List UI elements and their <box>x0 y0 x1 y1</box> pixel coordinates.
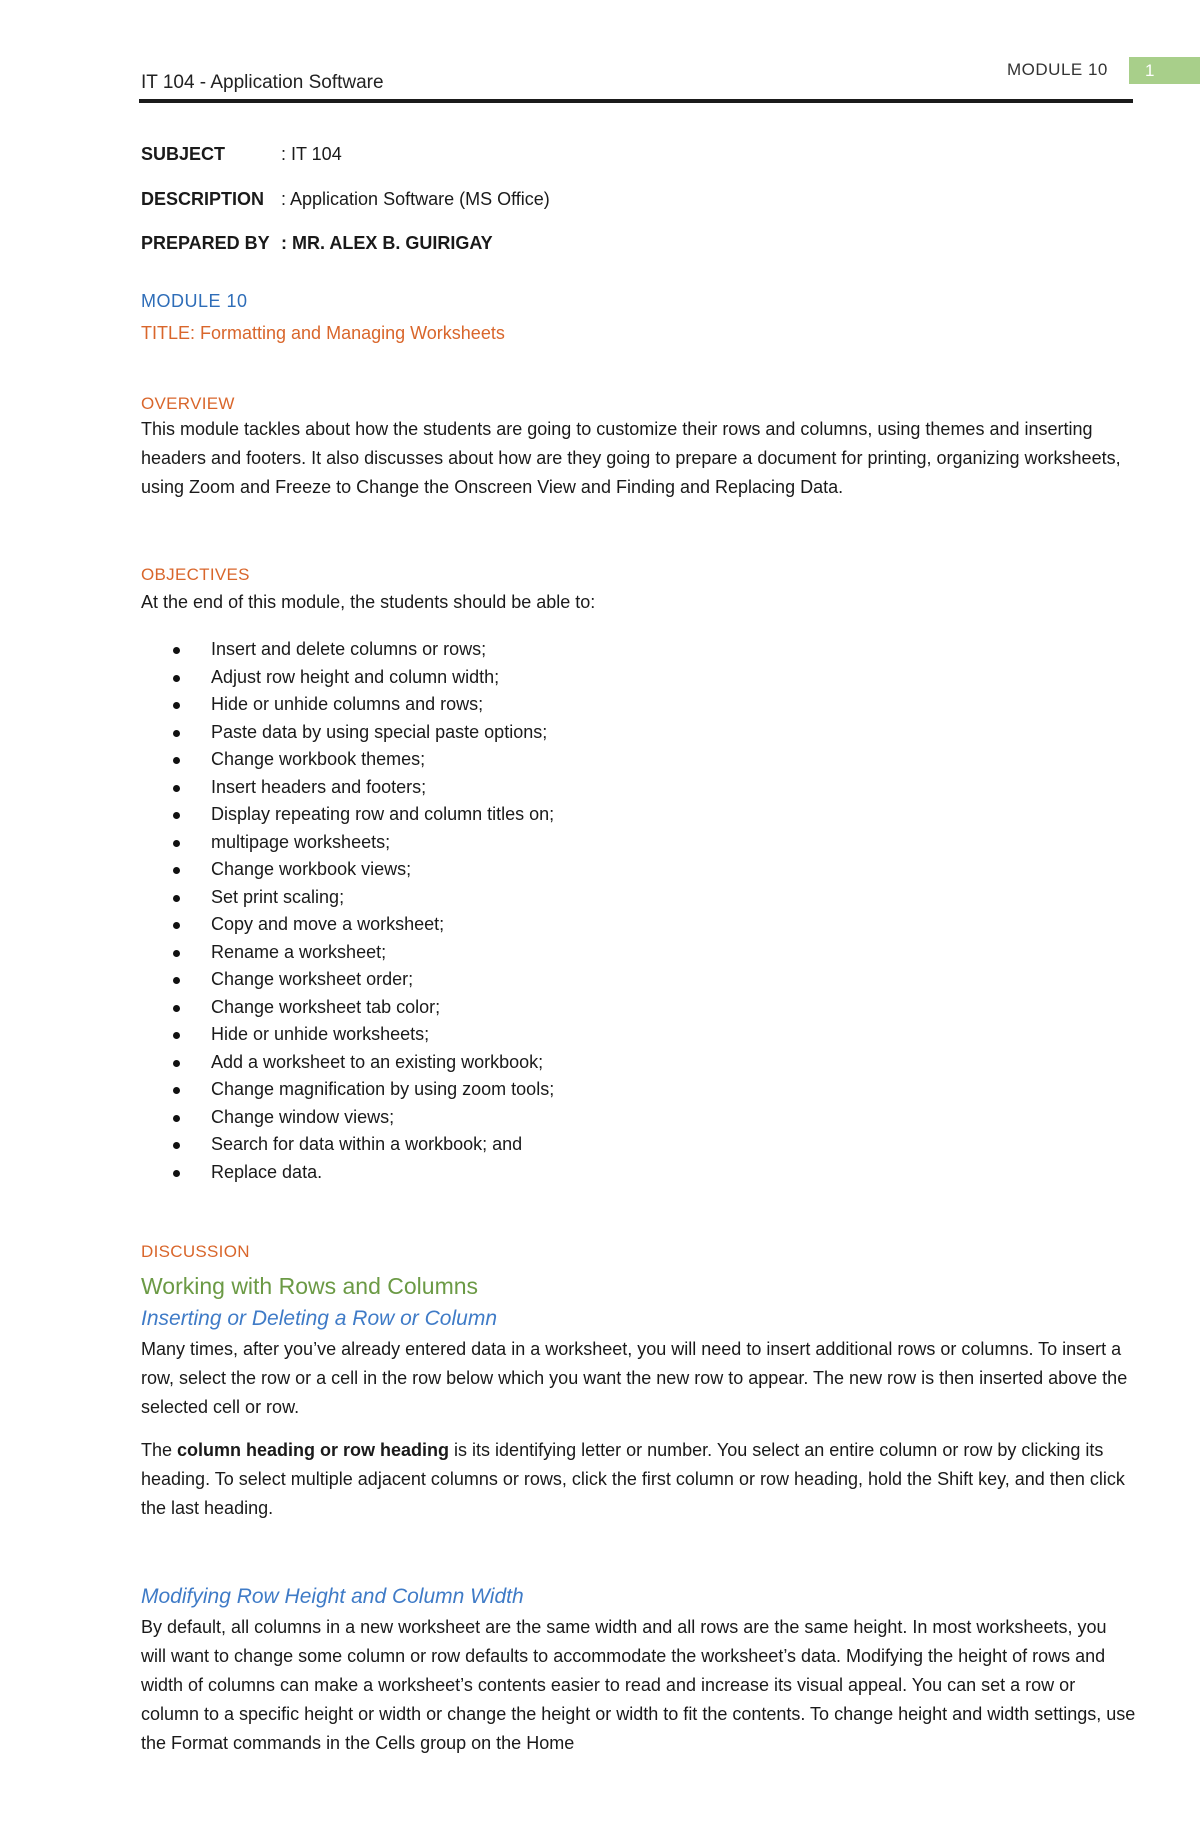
subject-label: SUBJECT <box>141 144 226 164</box>
page-number-badge: 1 <box>1129 57 1200 84</box>
list-item: Adjust row height and column width; <box>141 664 554 692</box>
bullet-icon <box>173 1005 180 1012</box>
list-item: Add a worksheet to an existing workbook; <box>141 1049 554 1077</box>
bullet-icon <box>173 1115 180 1122</box>
list-item: Change worksheet tab color; <box>141 994 554 1022</box>
discussion-paragraph-2: The column heading or row heading is its identifying letter or number. You select an entire column or row by clicking its heading. To select multiple adjacent columns or rows, click the first column or row heading, hold the Shift key, and then click the last heading. <box>141 1440 1125 1518</box>
header-rule <box>139 99 1133 103</box>
prepared-value: : MR. ALEX B. GUIRIGAY <box>281 233 493 253</box>
bullet-icon <box>173 922 180 929</box>
header-module-label: MODULE 10 <box>1007 60 1108 79</box>
overview-text: This module tackles about how the students are going to customize their rows and columns, using themes and inserting headers and footers. It also discusses about how are they going to prepare a document for printing, organizing worksheets, using Zoom and Freeze to Change the Onscreen View and Finding and Replacing Data. <box>141 419 1121 497</box>
discussion-paragraph-3: By default, all columns in a new worksheet are the same width and all rows are the same height. In most worksheets, you will want to change some column or row defaults to accommodate the worksheet’s data. Modifying the height of rows and width of columns can make a worksheet’s contents easier to read and increase its visual appeal. You can set a row or column to a specific height or width or change the height or width to fit the contents. To change height and width settings, use the Format commands in the Cells group on the Home <box>141 1617 1136 1753</box>
bullet-icon <box>173 840 180 847</box>
list-item: Set print scaling; <box>141 884 554 912</box>
discussion-heading: DISCUSSION <box>141 1242 250 1261</box>
bullet-icon <box>173 647 180 654</box>
module-title: TITLE: Formatting and Managing Worksheets <box>141 323 505 343</box>
bullet-icon <box>173 730 180 737</box>
bullet-icon <box>173 977 180 984</box>
list-item: Change worksheet order; <box>141 966 554 994</box>
list-item: Hide or unhide columns and rows; <box>141 691 554 719</box>
list-item: multipage worksheets; <box>141 829 554 857</box>
objectives-heading: OBJECTIVES <box>141 565 250 584</box>
bullet-icon <box>173 950 180 957</box>
list-item: Paste data by using special paste options; <box>141 719 554 747</box>
info-description-row <box>141 189 550 210</box>
list-item: Insert headers and footers; <box>141 774 554 802</box>
bullet-icon <box>173 675 180 682</box>
list-item: Change magnification by using zoom tools; <box>141 1076 554 1104</box>
header-course-title: IT 104 - Application Software <box>141 72 384 93</box>
list-item: Display repeating row and column titles on; <box>141 801 554 829</box>
bullet-icon <box>173 1142 180 1149</box>
bullet-icon <box>173 785 180 792</box>
info-prepared-row <box>141 233 493 254</box>
description-label: DESCRIPTION <box>141 189 265 209</box>
list-item: Change workbook views; <box>141 856 554 884</box>
prepared-label: PREPARED BY <box>141 233 270 253</box>
bullet-icon <box>173 1060 180 1067</box>
list-item: Copy and move a worksheet; <box>141 911 554 939</box>
discussion-paragraph-1: Many times, after you’ve already entered data in a worksheet, you will need to insert additional rows or columns. To insert a row, select the row or a cell in the row below which you want the new row to appear. The new row is then inserted above the selected cell or row. <box>141 1339 1128 1417</box>
subject-value: : IT 104 <box>281 144 342 164</box>
list-item: Rename a worksheet; <box>141 939 554 967</box>
module-label: MODULE 10 <box>141 291 248 311</box>
objectives-intro: At the end of this module, the students should be able to: <box>141 592 596 612</box>
list-item: Change workbook themes; <box>141 746 554 774</box>
bullet-icon <box>173 895 180 902</box>
overview-heading: OVERVIEW <box>141 394 235 413</box>
subsection-insert-delete: Inserting or Deleting a Row or Column <box>141 1307 497 1330</box>
objectives-list <box>141 636 554 1186</box>
list-item: Change window views; <box>141 1104 554 1132</box>
bullet-icon <box>173 702 180 709</box>
bullet-icon <box>173 1087 180 1094</box>
bullet-icon <box>173 867 180 874</box>
section-title: Working with Rows and Columns <box>141 1273 479 1299</box>
info-subject-row <box>141 144 342 165</box>
bold-term: column heading or row heading <box>177 1440 450 1460</box>
list-item: Hide or unhide worksheets; <box>141 1021 554 1049</box>
subsection-row-height: Modifying Row Height and Column Width <box>141 1585 524 1608</box>
description-value: : Application Software (MS Office) <box>281 189 550 209</box>
bullet-icon <box>173 1170 180 1177</box>
list-item: Insert and delete columns or rows; <box>141 636 554 664</box>
bullet-icon <box>173 757 180 764</box>
list-item: Search for data within a workbook; and <box>141 1131 554 1159</box>
list-item: Replace data. <box>141 1159 554 1187</box>
bullet-icon <box>173 1032 180 1039</box>
bullet-icon <box>173 812 180 819</box>
